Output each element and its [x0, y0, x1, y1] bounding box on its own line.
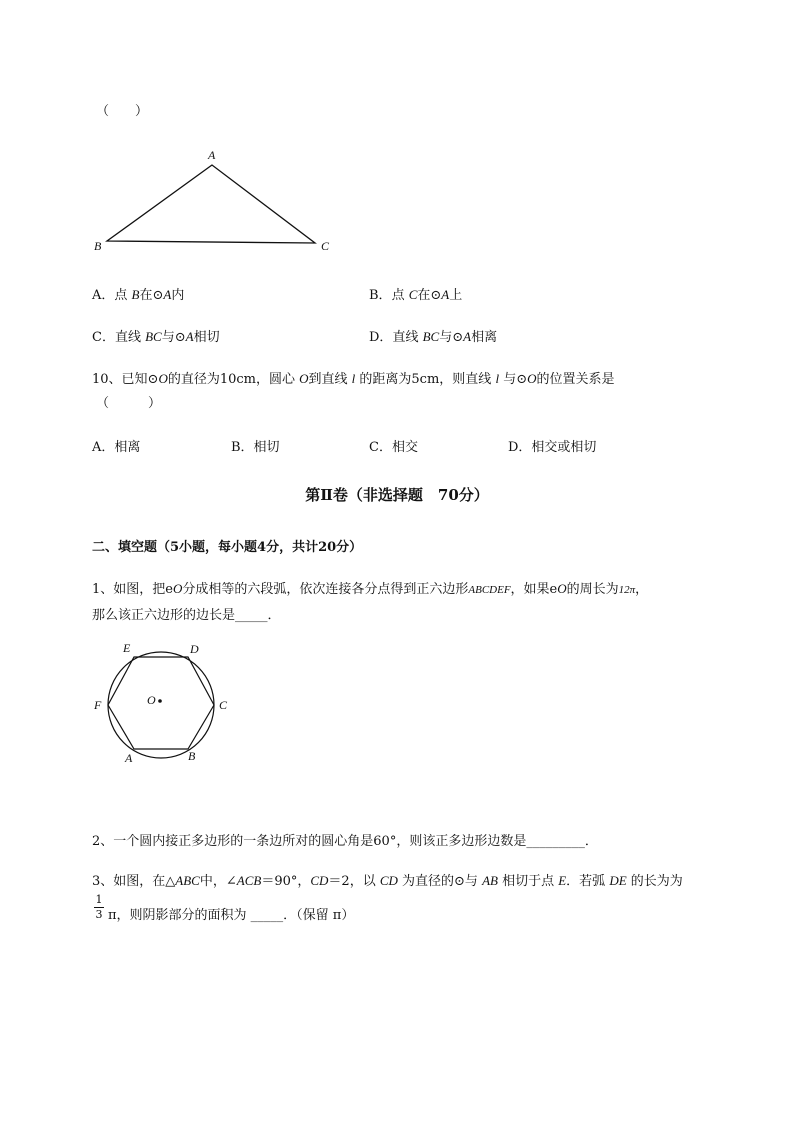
label-o: O [147, 693, 156, 707]
q10-option-b[interactable]: B．相切 [231, 440, 280, 455]
fill-question-1-line2: 那么该正六边形的边长是_____． [92, 608, 281, 623]
label-f: F [94, 698, 102, 712]
fraction-denominator: 3 [95, 908, 103, 921]
vertex-label-c: C [321, 239, 330, 253]
triangle-abc [107, 165, 315, 243]
triangle-figure [85, 140, 345, 260]
label-a: A [125, 751, 133, 765]
fill-question-2: 2、一个圆内接正多边形的一条边所对的圆心角是60°，则该正多边形边数是_________． [92, 834, 598, 849]
label-d: D [190, 642, 199, 656]
q10-option-d[interactable]: D．相交或相切 [508, 440, 597, 455]
vertex-label-a: A [208, 148, 216, 162]
section-title: 第Ⅱ卷（非选择题 70分） [305, 486, 489, 504]
label-b: B [188, 749, 196, 763]
q10-stem: 10、已知⊙O的直径为10cm，圆心 O到直线 l 的距离为5cm，则直线 l 与⊙O的位置关系是 [92, 371, 615, 387]
q9-option-b[interactable]: B．点 C在⊙A上 [369, 287, 463, 303]
q10-option-c[interactable]: C．相交 [369, 440, 418, 455]
center-point [158, 699, 162, 703]
regular-hexagon [108, 657, 214, 749]
vertex-label-b: B [94, 239, 102, 253]
fill-question-3-line1: 3、如图，在△ABC中，∠ACB＝90°，CD＝2，以 CD 为直径的⊙与 AB 相切于点 E．若弧 DE 的长为为 [92, 873, 683, 889]
hexagon-circle-figure [88, 636, 238, 768]
label-e: E [123, 641, 131, 655]
fraction-numerator: 1 [95, 893, 103, 906]
q10-option-a[interactable]: A．相离 [92, 440, 141, 455]
q9-option-a[interactable]: A．点 B在⊙A内 [92, 287, 185, 303]
circle-o [108, 652, 214, 758]
q9-option-d[interactable]: D．直线 BC与⊙A相离 [369, 329, 498, 345]
section-subtitle: 二、填空题（5小题，每小题4分，共计20分） [92, 540, 363, 555]
label-c: C [219, 698, 228, 712]
fraction-one-third [94, 894, 104, 921]
q10-answer-paren: （ ） [96, 396, 162, 411]
q9-option-c[interactable]: C．直线 BC与⊙A相切 [92, 329, 220, 345]
fill-question-3-line2: π，则阴影部分的面积为 _____．（保留 π） [108, 908, 355, 923]
fill-question-1-line1: 1、如图，把eO分成相等的六段弧，依次连接各分点得到正六边形ABCDEF，如果eO的周长为12π， [92, 581, 649, 597]
q9-answer-paren: （ ） [96, 104, 149, 119]
